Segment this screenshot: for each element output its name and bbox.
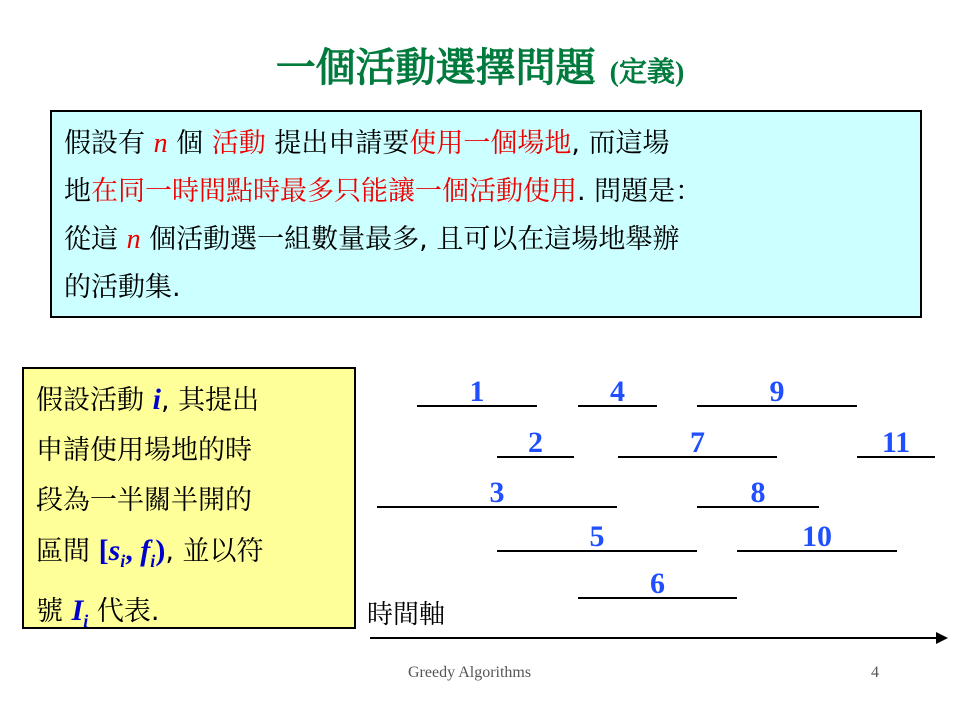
definition-line-2: 地在同一時間點時最多只能讓一個活動使用. 問題是： xyxy=(64,176,703,207)
time-axis-label: 時間軸 xyxy=(367,600,446,630)
slide-title-main: 一個活動選擇問題 xyxy=(275,45,596,91)
time-axis-arrow-icon xyxy=(936,632,948,644)
activity-label-3: 3 xyxy=(489,476,505,509)
definition-line-1: 假設有 n 個 活動 提出申請要使用一個場地, 而這場 xyxy=(64,128,670,159)
activity-label-7: 7 xyxy=(690,426,705,459)
note-line-4: 區間 [$s_i$, $f_i$), 並以符 xyxy=(36,534,264,571)
activity-intervals xyxy=(377,375,935,600)
footer-page-number: 4 xyxy=(871,664,879,681)
activity-label-10: 10 xyxy=(802,520,832,553)
var-n: n xyxy=(153,128,168,159)
activity-label-2: 2 xyxy=(528,426,543,459)
definition-line-3: 從這 n 個活動選一組數量最多, 且可以在這場地舉辦 xyxy=(64,224,680,255)
activity-label-9: 9 xyxy=(769,375,785,408)
interval-notation: [$s_i$, $f_i$) xyxy=(98,534,166,571)
activity-label-4: 4 xyxy=(610,375,625,408)
activity-label-1: 1 xyxy=(469,375,485,408)
activity-label-8: 8 xyxy=(750,476,766,509)
slide-title-sub: (定義) xyxy=(609,57,685,88)
note-line-2: 申請使用場地的時 xyxy=(36,435,252,466)
activity-label-11: 11 xyxy=(881,426,911,459)
var-n: n xyxy=(126,224,141,255)
definition-line-4: 的活動集. xyxy=(64,272,181,303)
activity-label-5: 5 xyxy=(589,520,605,553)
note-line-3: 段為一半關半開的 xyxy=(36,485,252,516)
var-i: i xyxy=(152,383,161,416)
activity-label-6: 6 xyxy=(650,567,665,600)
note-line-1: 假設活動 i, 其提出 xyxy=(36,383,260,416)
footer-course: Greedy Algorithms xyxy=(408,664,532,681)
note-line-5: 號 $I_i$ 代表. xyxy=(36,594,160,631)
symbol-I-i: $I_i$ xyxy=(71,594,89,631)
